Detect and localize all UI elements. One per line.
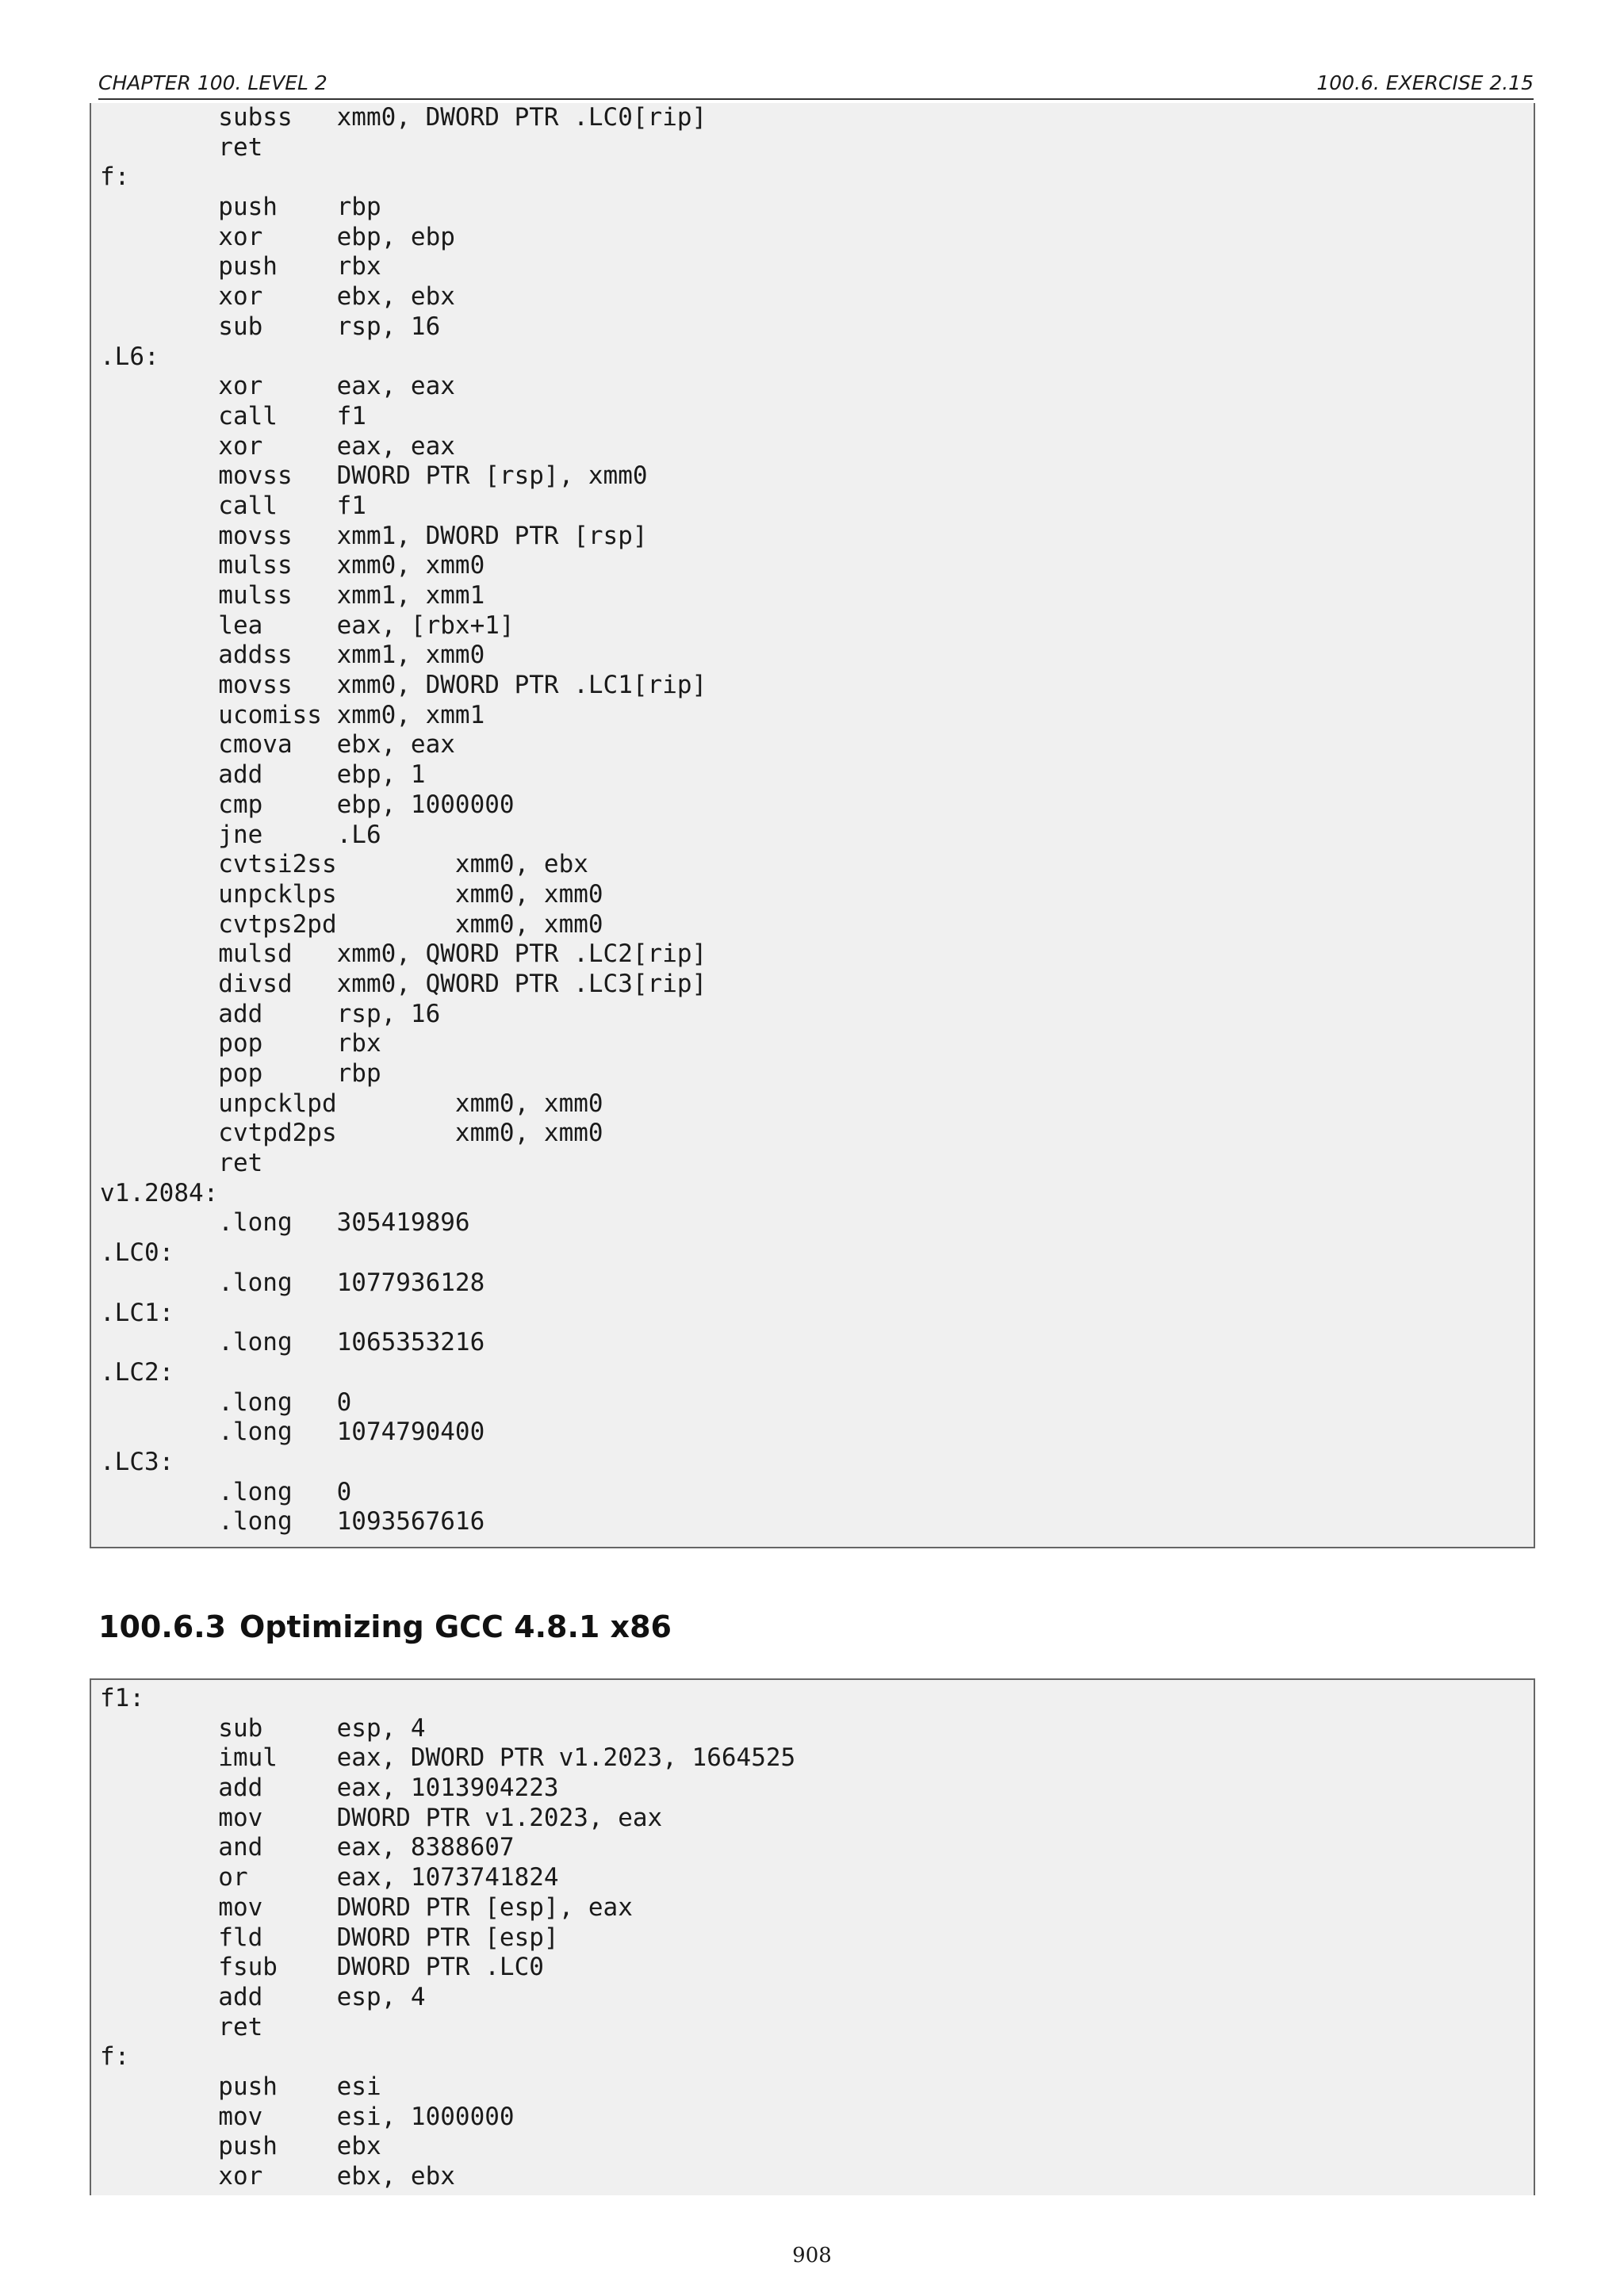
code-line: imul eax, DWORD PTR v1.2023, 1664525 (100, 1743, 796, 1773)
code-line: sub esp, 4 (100, 1713, 426, 1743)
code-line: .long 1074790400 (100, 1418, 485, 1447)
code-line: .LC2: (100, 1357, 174, 1387)
code-line: mov DWORD PTR v1.2023, eax (100, 1803, 663, 1832)
section-heading (98, 1603, 672, 1651)
code-line: ret (100, 2012, 263, 2042)
code-listing-gcc-x86 (90, 1678, 1535, 2195)
code-line: cvtps2pd xmm0, xmm0 (100, 909, 603, 939)
code-line: fsub DWORD PTR .LC0 (100, 1953, 544, 1982)
code-line: mov DWORD PTR [esp], eax (100, 1892, 633, 1922)
code-line: .long 1093567616 (100, 1507, 485, 1536)
code-line: add ebp, 1 (100, 760, 426, 790)
code-line: .long 0 (100, 1387, 352, 1417)
code-line: f: (100, 163, 130, 192)
section-title: 100.6. EXERCISE 2.15 (1316, 71, 1534, 94)
section-number: 100.6.3 (98, 1609, 227, 1644)
code-line: f: (100, 2042, 130, 2072)
code-line: divsd xmm0, QWORD PTR .LC3[rip] (100, 969, 707, 998)
code-line: movss DWORD PTR [rsp], xmm0 (100, 461, 648, 491)
code-listing-gcc-x64 (90, 103, 1535, 1548)
code-line: addss xmm1, xmm0 (100, 641, 485, 670)
code-line: and eax, 8388607 (100, 1833, 515, 1862)
code-line: ucomiss xmm0, xmm1 (100, 700, 485, 729)
code-line: .long 1077936128 (100, 1268, 485, 1297)
code-line: movss xmm1, DWORD PTR [rsp] (100, 521, 648, 550)
code-line: xor ebx, ebx (100, 2162, 455, 2191)
code-line: v1.2084: (100, 1178, 219, 1207)
code-line: .long 305419896 (100, 1208, 470, 1238)
running-header (98, 68, 1534, 100)
code-lines (91, 103, 1534, 1537)
code-line: unpcklpd xmm0, xmm0 (100, 1089, 603, 1118)
code-line: fld DWORD PTR [esp] (100, 1923, 559, 1952)
code-line: push rbp (100, 193, 381, 222)
code-line: xor ebp, ebp (100, 222, 455, 251)
code-line: or eax, 1073741824 (100, 1863, 559, 1892)
code-line: lea eax, [rbx+1] (100, 610, 515, 640)
code-line: mulss xmm1, xmm1 (100, 581, 485, 610)
code-line: push ebx (100, 2132, 381, 2161)
code-lines (91, 1680, 1534, 2192)
code-line: cvtpd2ps xmm0, xmm0 (100, 1119, 603, 1148)
code-line: pop rbx (100, 1029, 381, 1058)
code-line: sub rsp, 16 (100, 312, 441, 341)
code-line: ret (100, 1149, 263, 1178)
section-heading-title: Optimizing GCC 4.8.1 x86 (239, 1609, 672, 1644)
code-line: xor eax, eax (100, 431, 455, 461)
code-line: unpcklps xmm0, xmm0 (100, 879, 603, 909)
code-line: .L6: (100, 342, 159, 371)
code-line: cvtsi2ss xmm0, ebx (100, 850, 588, 879)
code-line: mulsd xmm0, QWORD PTR .LC2[rip] (100, 939, 707, 969)
code-line: ret (100, 132, 263, 162)
code-line: jne .L6 (100, 820, 381, 849)
code-line: xor ebx, ebx (100, 282, 455, 312)
code-line: push esi (100, 2072, 381, 2101)
code-line: .LC3: (100, 1447, 174, 1476)
code-line: mulss xmm0, xmm0 (100, 551, 485, 580)
page-number: 908 (792, 2244, 832, 2267)
code-line: .long 1065353216 (100, 1328, 485, 1357)
code-line: add esp, 4 (100, 1982, 426, 2011)
code-line: add eax, 1013904223 (100, 1774, 559, 1803)
code-line: call f1 (100, 491, 366, 520)
code-line: cmova ebx, eax (100, 730, 455, 760)
chapter-title: CHAPTER 100. LEVEL 2 (98, 71, 327, 94)
code-line: subss xmm0, DWORD PTR .LC0[rip] (100, 103, 707, 132)
code-line: f1: (100, 1684, 144, 1712)
code-line: xor eax, eax (100, 372, 455, 401)
code-line: add rsp, 16 (100, 999, 441, 1028)
code-line: .long 0 (100, 1477, 352, 1506)
code-line: .LC0: (100, 1238, 174, 1268)
code-line: push rbx (100, 252, 381, 281)
code-line: movss xmm0, DWORD PTR .LC1[rip] (100, 671, 707, 700)
code-line: call f1 (100, 401, 366, 430)
code-line: cmp ebp, 1000000 (100, 790, 515, 819)
code-line: .LC1: (100, 1298, 174, 1327)
code-line: mov esi, 1000000 (100, 2102, 515, 2131)
code-line: pop rbp (100, 1059, 381, 1088)
